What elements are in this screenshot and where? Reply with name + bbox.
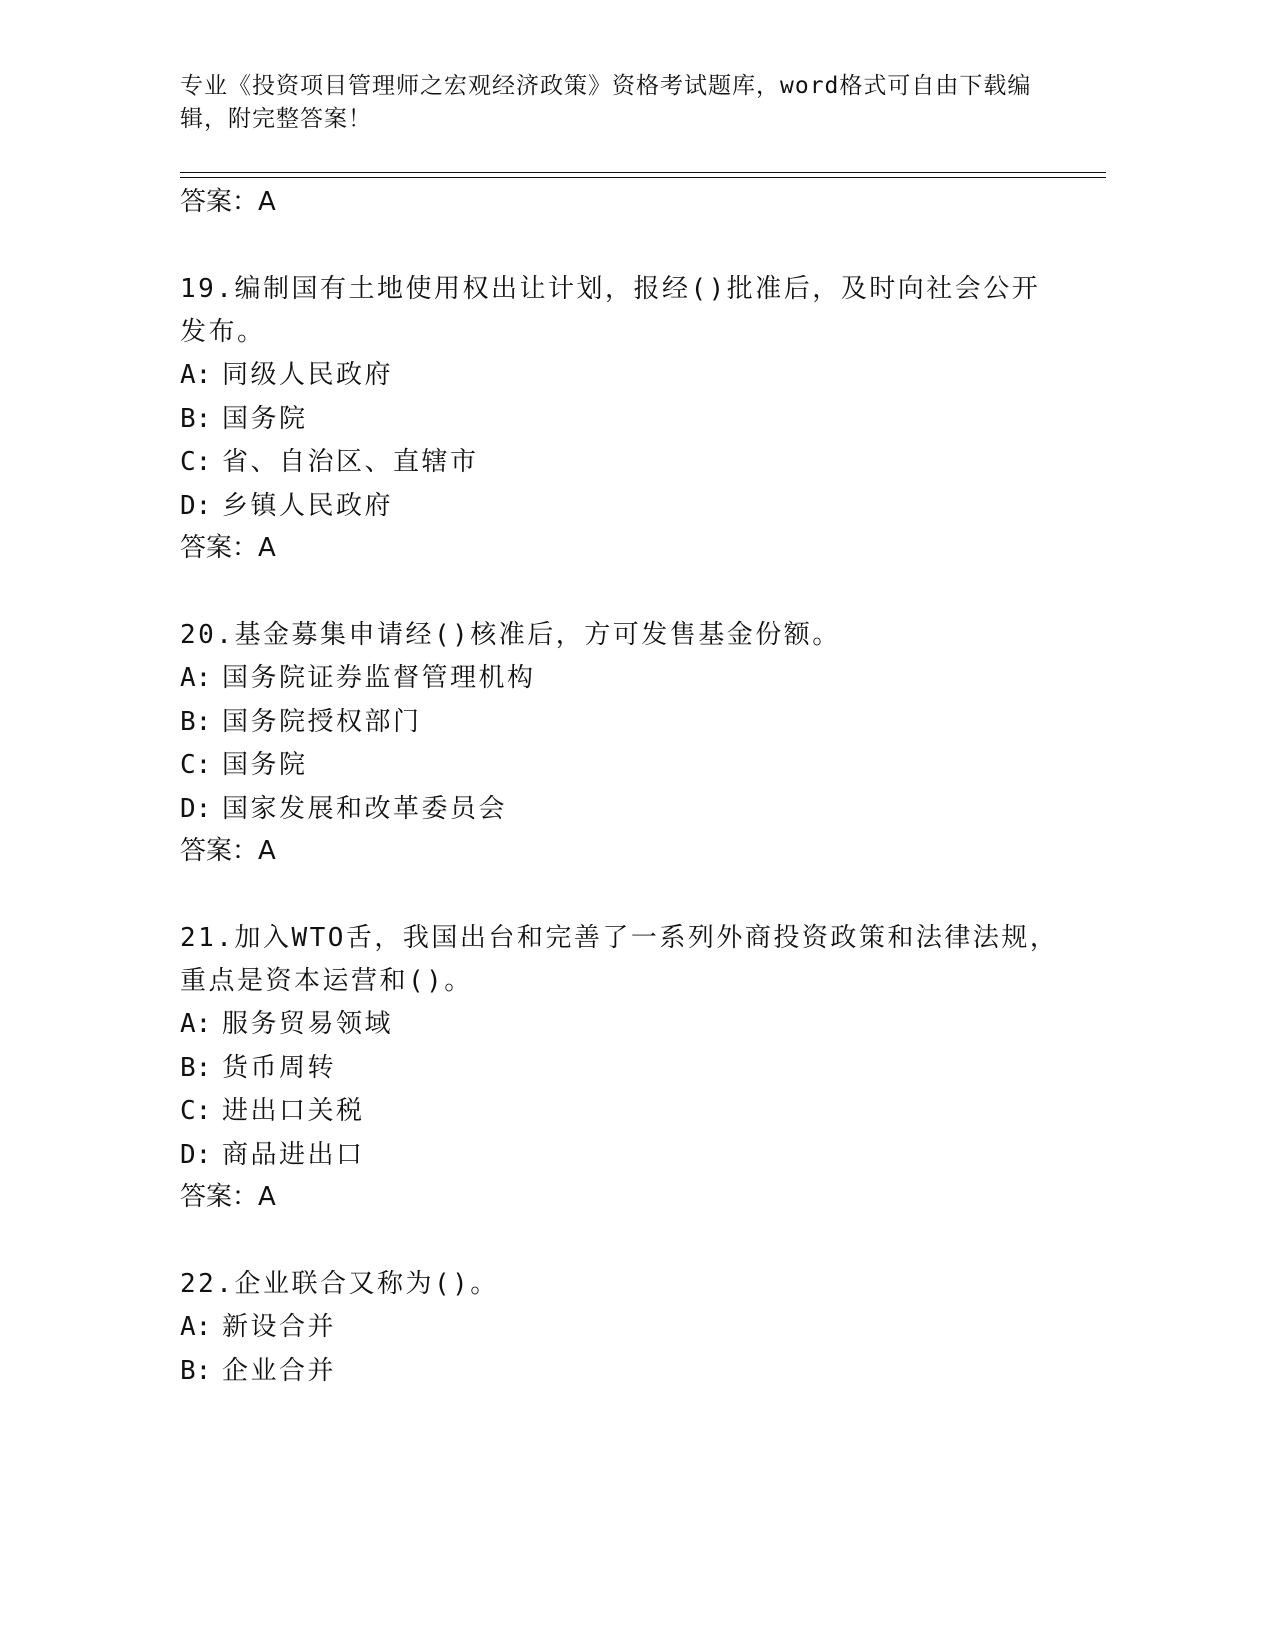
question-text: 21.加入WTO舌，我国出台和完善了一系列外商投资政策和法律法规，重点是资本运营和()。 — [180, 923, 1059, 996]
option-key: B: — [180, 706, 212, 737]
question-19 — [180, 268, 1060, 568]
option-a — [180, 657, 1060, 701]
option-d — [180, 485, 1060, 529]
option-b — [180, 398, 1060, 442]
answer-line: 答案：A — [180, 187, 276, 217]
option-d — [180, 1134, 1060, 1178]
option-text: 国务院授权部门 — [222, 706, 422, 737]
answer-line: 答案：A — [180, 836, 276, 866]
header-text: 专业《投资项目管理师之宏观经济政策》资格考试题库，word格式可自由下载编辑，附完整答案！ — [180, 73, 1032, 132]
option-text: 国家发展和改革委员会 — [222, 793, 508, 824]
option-key: B: — [180, 1355, 212, 1386]
option-key: D: — [180, 490, 212, 521]
option-b — [180, 1047, 1060, 1091]
question-list — [180, 182, 1060, 1393]
option-text: 国务院 — [222, 750, 308, 780]
header-divider-top — [180, 172, 1106, 173]
header-divider-bottom — [180, 177, 1106, 178]
option-text: 新设合并 — [222, 1312, 337, 1342]
option-key: C: — [180, 1096, 212, 1126]
option-key: A: — [180, 360, 212, 390]
answer-line: 答案：A — [180, 533, 276, 563]
option-d — [180, 788, 1060, 832]
option-key: C: — [180, 447, 212, 477]
option-c — [180, 1090, 1060, 1134]
question-22 — [180, 1263, 1060, 1393]
option-text: 乡镇人民政府 — [222, 490, 394, 521]
option-text: 同级人民政府 — [222, 360, 394, 390]
option-text: 货币周转 — [222, 1052, 337, 1083]
option-b — [180, 701, 1060, 745]
option-text: 国务院 — [222, 403, 308, 434]
option-c — [180, 744, 1060, 788]
option-text: 企业合并 — [222, 1355, 337, 1386]
option-key: B: — [180, 1052, 212, 1083]
answer-line: 答案：A — [180, 1182, 276, 1212]
question-text: 22.企业联合又称为()。 — [180, 1269, 499, 1299]
question-text: 20.基金募集申请经()核准后，方可发售基金份额。 — [180, 620, 841, 650]
option-a — [180, 1003, 1060, 1047]
option-text: 省、自治区、直辖市 — [222, 447, 479, 477]
option-text: 服务贸易领域 — [222, 1009, 394, 1039]
option-b — [180, 1350, 1060, 1394]
option-key: A: — [180, 663, 212, 693]
question-text: 19.编制国有土地使用权出让计划，报经()批准后，及时向社会公开发布。 — [180, 274, 1041, 347]
option-text: 进出口关税 — [222, 1096, 365, 1126]
option-key: C: — [180, 750, 212, 780]
question-21 — [180, 917, 1060, 1217]
option-text: 商品进出口 — [222, 1139, 365, 1170]
option-key: B: — [180, 403, 212, 434]
question-20 — [180, 614, 1060, 871]
option-c — [180, 441, 1060, 485]
option-a — [180, 354, 1060, 398]
document-header — [180, 70, 1040, 136]
option-text: 国务院证券监督管理机构 — [222, 663, 536, 693]
option-key: D: — [180, 793, 212, 824]
option-key: A: — [180, 1009, 212, 1039]
option-key: A: — [180, 1312, 212, 1342]
option-key: D: — [180, 1139, 212, 1170]
option-a — [180, 1306, 1060, 1350]
